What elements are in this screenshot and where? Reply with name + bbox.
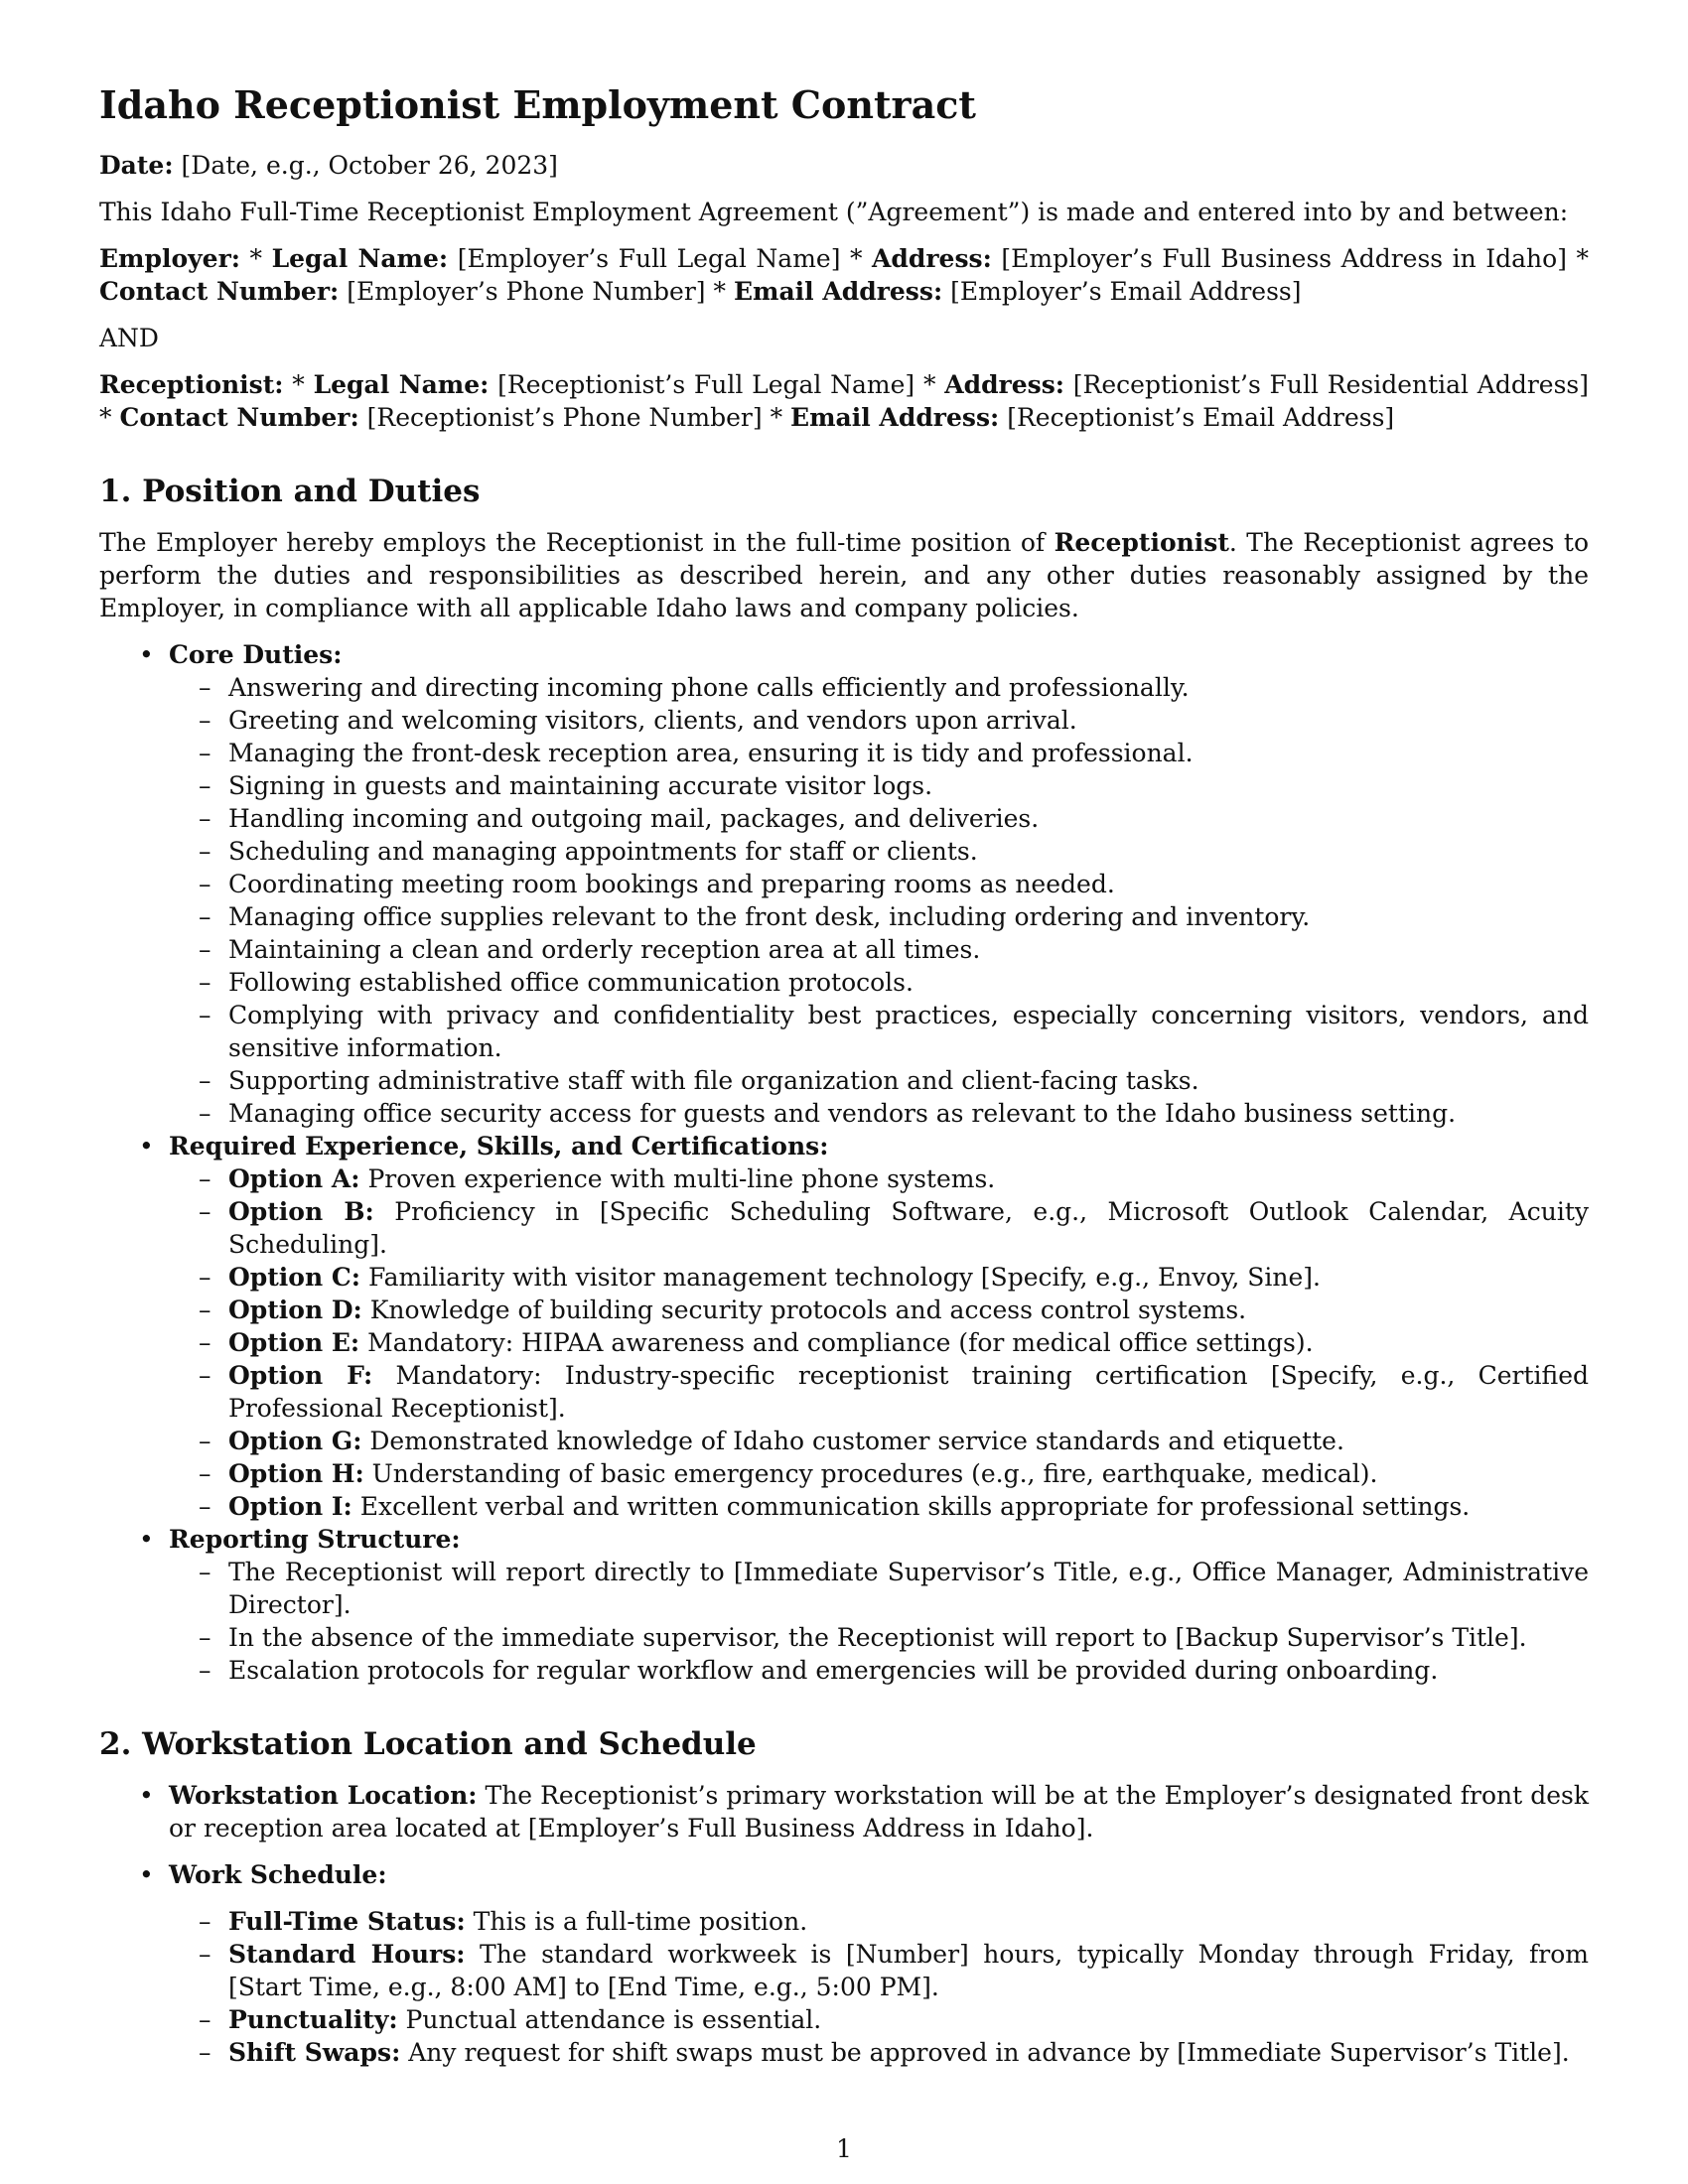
requirement-option-item-text: Knowledge of building security protocols and access control systems. bbox=[369, 1295, 1247, 1324]
schedule-item-text: The standard workweek is [Number] hours, typically Monday through Friday, from [Start Time, e.g., 8:00 AM] to [End Time, e.g., 5:00 PM]. bbox=[228, 1940, 1589, 2002]
core-duty-item: – Signing in guests and maintaining accurate visitor logs. bbox=[228, 769, 1589, 802]
requirement-option-item bbox=[228, 1457, 1589, 1490]
reporting-list bbox=[169, 1556, 1589, 1687]
requirement-option-item-label: Option C: bbox=[228, 1262, 360, 1292]
page-number: 1 bbox=[836, 2134, 852, 2163]
section-2-list bbox=[99, 1779, 1589, 2069]
section-2-heading: 2. Workstation Location and Schedule bbox=[99, 1725, 757, 1762]
requirement-option-item bbox=[228, 1359, 1589, 1425]
date-line bbox=[99, 149, 1589, 182]
core-duties-label: Core Duties: bbox=[169, 639, 343, 669]
workstation-location-item bbox=[169, 1779, 1589, 1844]
section-1-list bbox=[99, 638, 1589, 1687]
work-schedule-label: Work Schedule: bbox=[169, 1860, 387, 1890]
schedule-item-label: Punctuality: bbox=[228, 2005, 398, 2035]
requirement-option-item-text: Proven experience with multi-line phone systems. bbox=[367, 1163, 996, 1193]
requirement-option-item-label: Option G: bbox=[228, 1426, 362, 1455]
core-duty-item: – Complying with privacy and confidentiality best practices, especially concerning visitors, vendors, and sensitive information. bbox=[228, 999, 1589, 1064]
employer-legal-name: [Employer’s Full Legal Name] bbox=[457, 243, 841, 273]
core-duty-item: – Greeting and welcoming visitors, clients, and vendors upon arrival. bbox=[228, 704, 1589, 737]
section-1-paragraph bbox=[99, 526, 1589, 624]
and-separator: AND bbox=[99, 323, 159, 352]
core-duties-list bbox=[169, 671, 1589, 1130]
requirement-option-item bbox=[228, 1195, 1589, 1261]
work-schedule-item bbox=[169, 1858, 1589, 2069]
receptionist-contact: [Receptionist’s Phone Number] bbox=[366, 402, 763, 432]
document-title: Idaho Receptionist Employment Contract bbox=[99, 82, 976, 127]
intro-paragraph: This Idaho Full-Time Receptionist Employment Agreement (”Agreement”) is made and entered into by and between: bbox=[99, 197, 1569, 226]
core-duty-item: – Coordinating meeting room bookings and preparing rooms as needed. bbox=[228, 868, 1589, 900]
requirement-option-item-text: Demonstrated knowledge of Idaho customer service standards and etiquette. bbox=[369, 1426, 1344, 1455]
requirement-option-item-label: Option H: bbox=[228, 1458, 364, 1488]
core-duties-item bbox=[169, 638, 1589, 1130]
receptionist-legal-name-label: Legal Name: bbox=[313, 369, 490, 399]
schedule-item bbox=[228, 2036, 1589, 2069]
requirement-option-item-label: Option A: bbox=[228, 1163, 360, 1193]
requirement-option-item bbox=[228, 1162, 1589, 1195]
reporting-item bbox=[169, 1523, 1589, 1687]
employer-block: Employer: * Legal Name: [Employer’s Full Legal Name] * Address: [Employer’s Full Business Address in Idaho] * Contact Number: [Employer’s Phone Number] * Email Address: [Employer’s Email Address] bbox=[99, 243, 1589, 306]
requirement-option-item bbox=[228, 1425, 1589, 1457]
receptionist-contact-label: Contact Number: bbox=[119, 402, 359, 432]
core-duty-item: – Scheduling and managing appointments for staff or clients. bbox=[228, 835, 1589, 868]
requirement-option-item-text: Mandatory: HIPAA awareness and compliance (for medical office settings). bbox=[367, 1327, 1314, 1357]
core-duty-item: – Supporting administrative staff with file organization and client-facing tasks. bbox=[228, 1064, 1589, 1097]
section-1-para-start: The Employer hereby employs the Receptionist in the full-time position of bbox=[99, 527, 1055, 557]
schedule-item bbox=[228, 1905, 1589, 1938]
section-1-para-position: Receptionist bbox=[1054, 527, 1229, 557]
schedule-item bbox=[228, 2003, 1589, 2036]
employer-address: [Employer’s Full Business Address in Idaho] bbox=[1001, 243, 1567, 273]
schedule-item-label: Full-Time Status: bbox=[228, 1907, 466, 1937]
requirement-option-item bbox=[228, 1261, 1589, 1294]
requirement-option-item bbox=[228, 1294, 1589, 1326]
employer-legal-name-label: Legal Name: bbox=[271, 243, 449, 273]
requirements-label: Required Experience, Skills, and Certifications: bbox=[169, 1131, 829, 1160]
section-1-para-end: . The Receptionist agrees to perform the duties and responsibilities as described herein, and any other duties reasonably assigned by the Employer, in compliance with all applicable Idaho laws and company policies. bbox=[99, 527, 1590, 622]
core-duty-item: – Managing the front-desk reception area, ensuring it is tidy and professional. bbox=[228, 737, 1589, 769]
schedule-item-text: Punctual attendance is essential. bbox=[405, 2005, 822, 2035]
document-page bbox=[99, 83, 1589, 2069]
core-duty-item: – Managing office supplies relevant to the front desk, including ordering and inventory. bbox=[228, 900, 1589, 933]
receptionist-label: Receptionist: bbox=[99, 369, 284, 399]
date-value: [Date, e.g., October 26, 2023] bbox=[181, 150, 558, 180]
schedule-item-text: This is a full-time position. bbox=[473, 1907, 808, 1937]
employer-address-label: Address: bbox=[872, 243, 992, 273]
date-label: Date: bbox=[99, 150, 174, 180]
schedule-item-text: Any request for shift swaps must be approved in advance by [Immediate Supervisor’s Title]. bbox=[408, 2038, 1570, 2068]
employer-label: Employer: bbox=[99, 243, 240, 273]
workstation-location-text: The Receptionist’s primary workstation will be at the Employer’s designated front desk or reception area located at [Employer’s Full Business Address in Idaho]. bbox=[169, 1781, 1589, 1843]
reporting-structure-item: – The Receptionist will report directly to [Immediate Supervisor’s Title, e.g., Office Manager, Administrative Director]. bbox=[228, 1556, 1589, 1621]
receptionist-legal-name: [Receptionist’s Full Legal Name] bbox=[497, 369, 915, 399]
core-duty-item: – Maintaining a clean and orderly reception area at all times. bbox=[228, 933, 1589, 966]
requirement-option-item-text: Familiarity with visitor management technology [Specify, e.g., Envoy, Sine]. bbox=[367, 1262, 1321, 1292]
requirement-option-item bbox=[228, 1490, 1589, 1523]
receptionist-email-label: Email Address: bbox=[790, 402, 1000, 432]
requirement-option-item-label: Option B: bbox=[228, 1196, 374, 1226]
schedule-item-label: Shift Swaps: bbox=[228, 2038, 401, 2068]
requirement-option-item-text: Excellent verbal and written communication skills appropriate for professional settings. bbox=[359, 1491, 1471, 1521]
reporting-label: Reporting Structure: bbox=[169, 1524, 461, 1554]
core-duty-item: – Following established office communication protocols. bbox=[228, 966, 1589, 999]
employer-contact: [Employer’s Phone Number] bbox=[347, 276, 706, 306]
requirement-option-item bbox=[228, 1326, 1589, 1359]
requirement-option-item-label: Option F: bbox=[228, 1360, 373, 1390]
requirement-option-item-label: Option E: bbox=[228, 1327, 360, 1357]
requirements-list bbox=[169, 1162, 1589, 1523]
reporting-structure-item: – Escalation protocols for regular workflow and emergencies will be provided during onboarding. bbox=[228, 1654, 1589, 1687]
requirement-option-item-text: Proficiency in [Specific Scheduling Software, e.g., Microsoft Outlook Calendar, Acuity Scheduling]. bbox=[228, 1196, 1589, 1259]
reporting-structure-item: – In the absence of the immediate supervisor, the Receptionist will report to [Backup Supervisor’s Title]. bbox=[228, 1621, 1589, 1654]
requirement-option-item-label: Option I: bbox=[228, 1491, 352, 1521]
schedule-item bbox=[228, 1938, 1589, 2003]
receptionist-email: [Receptionist’s Email Address] bbox=[1007, 402, 1395, 432]
requirement-option-item-label: Option D: bbox=[228, 1295, 362, 1324]
receptionist-block: Receptionist: * Legal Name: [Receptionist’s Full Legal Name] * Address: [Receptionist’s Full Residential Address] * Contact Number: [Receptionist’s Phone Number] * Email Address: [Receptionist’s Email Address] bbox=[99, 369, 1590, 432]
schedule-item-label: Standard Hours: bbox=[228, 1940, 466, 1970]
employer-email: [Employer’s Email Address] bbox=[950, 276, 1302, 306]
core-duty-item: – Managing office security access for guests and vendors as relevant to the Idaho business setting. bbox=[228, 1097, 1589, 1130]
employer-email-label: Email Address: bbox=[733, 276, 943, 306]
requirements-item bbox=[169, 1130, 1589, 1523]
work-schedule-list bbox=[169, 1905, 1589, 2069]
receptionist-address-label: Address: bbox=[944, 369, 1065, 399]
section-1-heading: 1. Position and Duties bbox=[99, 473, 481, 509]
core-duty-item: – Handling incoming and outgoing mail, packages, and deliveries. bbox=[228, 802, 1589, 835]
employer-contact-label: Contact Number: bbox=[99, 276, 340, 306]
requirement-option-item-text: Understanding of basic emergency procedures (e.g., fire, earthquake, medical). bbox=[371, 1458, 1378, 1488]
core-duty-item: – Answering and directing incoming phone calls efficiently and professionally. bbox=[228, 671, 1589, 704]
workstation-location-label: Workstation Location: bbox=[169, 1781, 478, 1811]
requirement-option-item-text: Mandatory: Industry-specific receptionist training certification [Specify, e.g., Certified Professional Receptionist]. bbox=[228, 1360, 1589, 1423]
receptionist-address: [Receptionist’s Full Residential Address] bbox=[1072, 369, 1590, 399]
